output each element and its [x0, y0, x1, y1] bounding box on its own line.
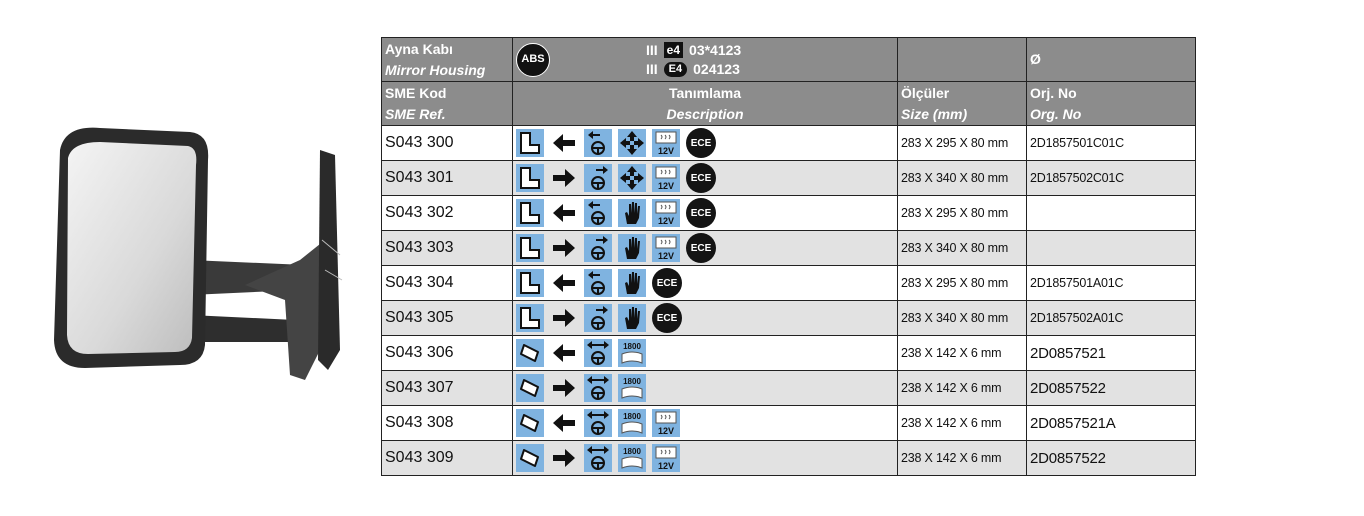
description-icons — [513, 441, 898, 476]
table-row — [382, 441, 1196, 476]
svg-text:1800: 1800 — [623, 447, 641, 456]
table-row — [382, 231, 1196, 266]
housing-icon — [516, 164, 544, 192]
original-number: 2D1857501A01C — [1027, 266, 1196, 301]
electric-icon — [618, 164, 646, 192]
housing-icon — [516, 129, 544, 157]
glass-icon — [516, 409, 544, 437]
housing-label-en: Mirror Housing — [385, 61, 486, 78]
adjust-left-icon — [584, 269, 612, 297]
housing-label-tr: Ayna Kabı — [385, 40, 453, 57]
abs-badge: ABS — [516, 43, 550, 77]
svg-text:1800: 1800 — [623, 342, 641, 351]
radius-icon — [618, 409, 646, 437]
col-description — [513, 82, 898, 126]
description-icons — [513, 161, 898, 196]
header-diameter: Ø — [1027, 38, 1196, 82]
sme-code: S043 300 — [382, 126, 513, 161]
svg-text:12V: 12V — [657, 251, 675, 261]
arrow-right-icon — [550, 304, 578, 332]
adjust-both-icon — [584, 444, 612, 472]
col-orig — [1027, 82, 1196, 126]
col-size-tr: Ölçüler — [901, 84, 950, 101]
col-description-en: Description — [666, 105, 744, 122]
arrow-left-icon — [550, 269, 578, 297]
description-icons — [513, 126, 898, 161]
table-row — [382, 406, 1196, 441]
svg-text:12V: 12V — [657, 181, 675, 191]
table-row — [382, 196, 1196, 231]
table-row — [382, 371, 1196, 406]
manual-icon — [618, 234, 646, 262]
adjust-left-icon — [584, 199, 612, 227]
svg-text:12V: 12V — [657, 146, 675, 156]
description-icons — [513, 336, 898, 371]
cert1-roman: III — [646, 41, 658, 58]
size-cell: 283 X 295 X 80 mm — [898, 196, 1027, 231]
arrow-right-icon — [550, 444, 578, 472]
description-icons — [513, 406, 898, 441]
housing-icon — [516, 199, 544, 227]
electric-icon — [618, 129, 646, 157]
sme-code: S043 308 — [382, 406, 513, 441]
size-cell: 238 X 142 X 6 mm — [898, 406, 1027, 441]
col-description-tr: Tanımlama — [668, 84, 742, 101]
mirror-product-image — [40, 120, 360, 400]
sme-code: S043 303 — [382, 231, 513, 266]
ece-icon: ECE — [652, 268, 682, 298]
adjust-left-icon — [584, 129, 612, 157]
sme-code: S043 309 — [382, 441, 513, 476]
description-icons — [513, 266, 898, 301]
arrow-left-icon — [550, 339, 578, 367]
description-icons — [513, 196, 898, 231]
original-number — [1027, 196, 1196, 231]
adjust-right-icon — [584, 164, 612, 192]
original-number: 2D1857502C01C — [1027, 161, 1196, 196]
cert2-roman: III — [646, 60, 658, 77]
manual-icon — [618, 199, 646, 227]
size-cell: 238 X 142 X 6 mm — [898, 371, 1027, 406]
svg-text:12V: 12V — [657, 216, 675, 226]
glass-icon — [516, 339, 544, 367]
adjust-right-icon — [584, 304, 612, 332]
arrow-left-icon — [550, 409, 578, 437]
e4-mark: e4 — [664, 42, 683, 58]
adjust-both-icon — [584, 374, 612, 402]
heat-icon — [652, 199, 680, 227]
table-row — [382, 301, 1196, 336]
arrow-right-icon — [550, 234, 578, 262]
description-icons — [513, 301, 898, 336]
cert2-code: 024123 — [693, 60, 740, 77]
heat-icon — [652, 444, 680, 472]
size-cell: 283 X 295 X 80 mm — [898, 266, 1027, 301]
manual-icon — [618, 304, 646, 332]
sme-code: S043 304 — [382, 266, 513, 301]
heat-icon — [652, 129, 680, 157]
mirror-catalog-table — [381, 37, 1196, 476]
E4-mark: E4 — [664, 62, 687, 77]
table-row — [382, 336, 1196, 371]
size-cell: 283 X 295 X 80 mm — [898, 126, 1027, 161]
col-code-tr: SME Kod — [385, 84, 447, 101]
original-number: 2D0857521 — [1027, 336, 1196, 371]
description-icons — [513, 231, 898, 266]
sme-code: S043 307 — [382, 371, 513, 406]
adjust-both-icon — [584, 409, 612, 437]
original-number: 2D1857501C01C — [1027, 126, 1196, 161]
ece-icon: ECE — [686, 163, 716, 193]
header-empty — [898, 38, 1027, 82]
arrow-left-icon — [550, 129, 578, 157]
col-code — [382, 82, 513, 126]
adjust-both-icon — [584, 339, 612, 367]
ece-icon: ECE — [686, 198, 716, 228]
ece-icon: ECE — [652, 303, 682, 333]
original-number: 2D1857502A01C — [1027, 301, 1196, 336]
housing-icon — [516, 234, 544, 262]
col-orig-en: Org. No — [1030, 105, 1082, 122]
glass-icon — [516, 444, 544, 472]
header-housing — [382, 38, 513, 82]
heat-icon — [652, 234, 680, 262]
col-size — [898, 82, 1027, 126]
table-row — [382, 161, 1196, 196]
cert-line-1 — [646, 41, 741, 60]
original-number: 2D0857521A — [1027, 406, 1196, 441]
svg-text:1800: 1800 — [623, 377, 641, 386]
heat-icon — [652, 409, 680, 437]
size-cell: 283 X 340 X 80 mm — [898, 161, 1027, 196]
arrow-right-icon — [550, 374, 578, 402]
size-cell: 283 X 340 X 80 mm — [898, 231, 1027, 266]
sme-code: S043 301 — [382, 161, 513, 196]
housing-icon — [516, 304, 544, 332]
col-orig-tr: Orj. No — [1030, 84, 1077, 101]
arrow-left-icon — [550, 199, 578, 227]
radius-icon — [618, 444, 646, 472]
svg-text:12V: 12V — [657, 461, 675, 471]
sme-code: S043 305 — [382, 301, 513, 336]
size-cell: 238 X 142 X 6 mm — [898, 441, 1027, 476]
radius-icon — [618, 374, 646, 402]
table-body — [382, 126, 1196, 476]
radius-icon — [618, 339, 646, 367]
housing-icon — [516, 269, 544, 297]
ece-icon: ECE — [686, 128, 716, 158]
cert-line-2 — [646, 60, 741, 79]
original-number: 2D0857522 — [1027, 441, 1196, 476]
manual-icon — [618, 269, 646, 297]
svg-text:12V: 12V — [657, 426, 675, 436]
header-certification — [513, 38, 898, 82]
adjust-right-icon — [584, 234, 612, 262]
heat-icon — [652, 164, 680, 192]
cert1-code: 03*4123 — [689, 41, 742, 58]
col-code-en: SME Ref. — [385, 105, 446, 122]
original-number: 2D0857522 — [1027, 371, 1196, 406]
svg-text:1800: 1800 — [623, 412, 641, 421]
description-icons — [513, 371, 898, 406]
sme-code: S043 306 — [382, 336, 513, 371]
original-number — [1027, 231, 1196, 266]
subheader-row — [382, 82, 1196, 126]
size-cell: 238 X 142 X 6 mm — [898, 336, 1027, 371]
header-row — [382, 38, 1196, 82]
sme-code: S043 302 — [382, 196, 513, 231]
table-row — [382, 266, 1196, 301]
ece-icon: ECE — [686, 233, 716, 263]
arrow-right-icon — [550, 164, 578, 192]
size-cell: 283 X 340 X 80 mm — [898, 301, 1027, 336]
col-size-en: Size (mm) — [901, 105, 968, 122]
table-row — [382, 126, 1196, 161]
glass-icon — [516, 374, 544, 402]
